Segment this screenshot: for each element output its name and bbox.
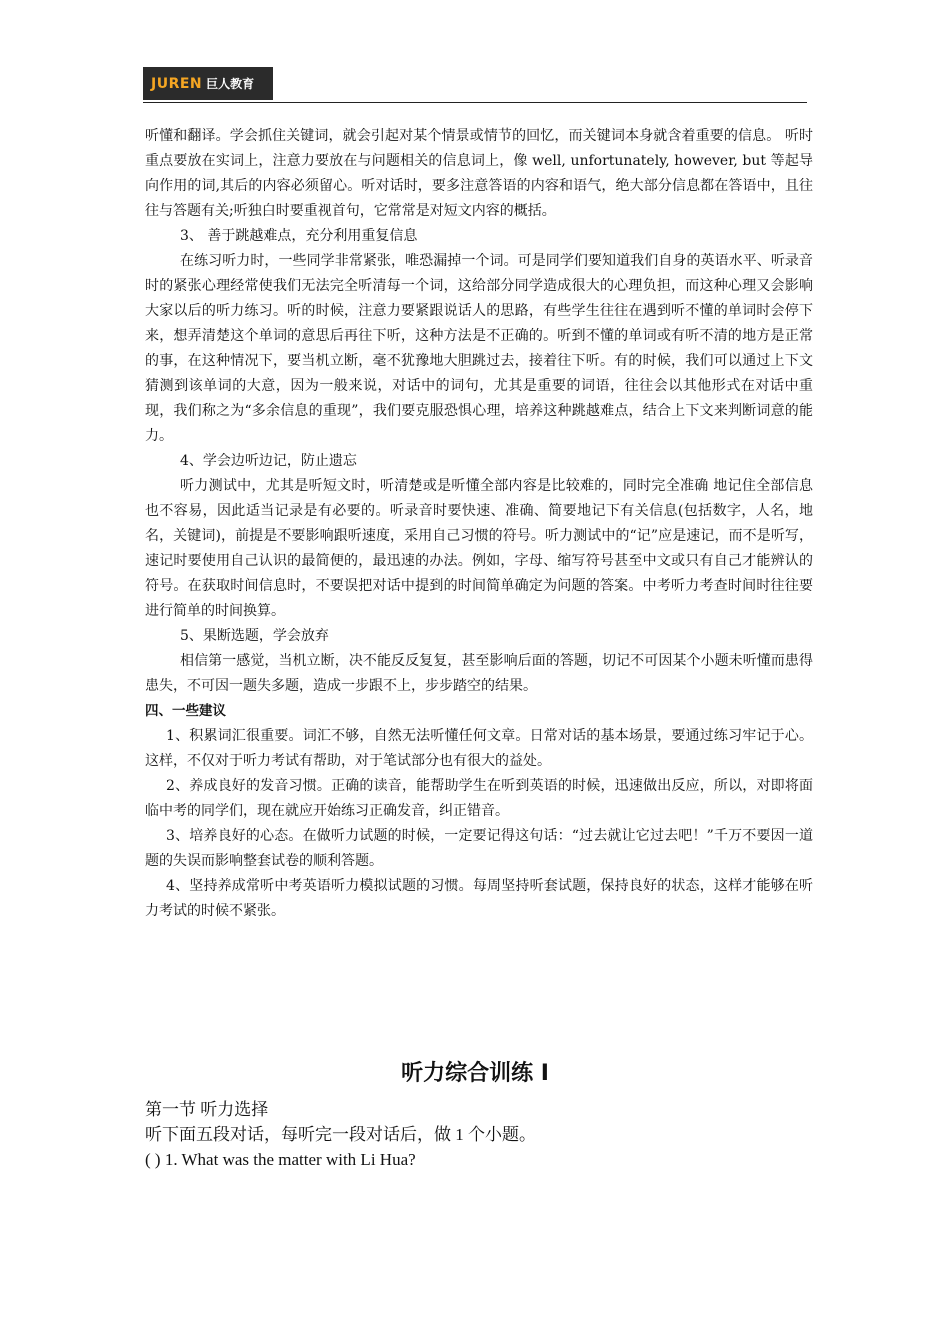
section-heading-suggestions: 四、一些建议 — [145, 703, 226, 719]
heading-tip-5: 5、果断选题，学会放弃 — [180, 628, 329, 644]
logo-brand: JUREN — [151, 75, 203, 92]
paragraph-tip-3: 在练习听力时，一些同学非常紧张，唯恐漏掉一个词。可是同学们要知道我们自身的英语水平、听录音时的紧张心理经常使我们无法完全听清每一个词，这给部分同学造成很大的心理负担，而这种心理又会影响大家以后的听力练习。听的时候，注意力要紧跟说话人的思路，有些学生往往在遇到听不懂的单词时会停下来，想弄清楚这个单词的意思后再往下听，这种方法是不正确的。听到不懂的单词或有听不清的地方是正常的事，在这种情况下，要当机立断，毫不犹豫地大胆跳过去，接着往下听。有的时候，我们可以通过上下文猜测到该单词的大意，因为一般来说，对话中的词句，尤其是重要的词语，往往会以其他形式在对话中重现，我们称之为“多余信息的重现”，我们要克服恐惧心理，培养这种跳越难点，结合上下文来判断词意的能力。 — [145, 253, 813, 444]
exercise-title: 听力综合训练 I — [401, 1061, 549, 1086]
heading-tip-4: 4、学会边听边记，防止遗忘 — [180, 453, 357, 469]
suggestion-1: 1、积累词汇很重要。词汇不够，自然无法听懂任何文章。日常对话的基本场景，要通过练习牢记于心。这样，不仅对于听力考试有帮助，对于笔试部分也有很大的益处。 — [145, 728, 813, 769]
exercise-instruction: 听下面五段对话，每听完一段对话后，做 1 个小题。 — [145, 1125, 536, 1144]
juren-logo — [143, 67, 273, 100]
suggestion-2: 2、养成良好的发音习惯。正确的读音，能帮助学生在听到英语的时候，迅速做出反应，所以，对即将面临中考的同学们，现在就应开始练习正确发音，纠正错音。 — [145, 778, 813, 819]
heading-tip-3: 3、 善于跳越难点，充分利用重复信息 — [180, 228, 418, 244]
suggestion-3: 3、培养良好的心态。在做听力试题的时候，一定要记得这句话：“过去就让它过去吧！”千万不要因一道题的失误而影响整套试卷的顺利答题。 — [145, 828, 813, 869]
logo-subtitle: 巨人教育 — [206, 77, 255, 91]
exercise-block — [145, 1097, 813, 1172]
suggestion-4: 4、坚持养成常听中考英语听力模拟试题的习惯。每周坚持听套试题，保持良好的状态，这样才能够在听力考试的时候不紧张。 — [145, 878, 813, 919]
exercise-section: 第一节 听力选择 — [145, 1100, 269, 1119]
question-1: ( ) 1. What was the matter with Li Hua? — [145, 1150, 416, 1169]
paragraph-keywords: 听懂和翻译。学会抓住关键词，就会引起对某个情景或情节的回忆，而关键词本身就含着重要的信息。 听时重点要放在实词上，注意力要放在与问题相关的信息词上，像 well, unfortunately, however, but 等起导向作用的词,其后的内容必须留心。听对话时，要多注意答语的内容和语气，绝大部分信息都在答语中，且往往与答题有关;听独白时要重视首句，它常常是对短文内容的概括。 — [145, 128, 813, 219]
header-divider — [143, 102, 807, 103]
paragraph-tip-4: 听力测试中，尤其是听短文时，听清楚或是听懂全部内容是比较难的，同时完全准确 地记住全部信息也不容易，因此适当记录是有必要的。听录音时要快速、准确、简要地记下有关信息(包括数字，人名，地名，关键词)，前提是不要影响跟听速度，采用自己习惯的符号。听力测试中的“记”应是速记，而不是听写，速记时要使用自己认识的最简便的，最迅速的办法。例如，字母、缩写符号甚至中文或只有自己才能辨认的符号。在获取时间信息时，不要误把对话中提到的时间简单确定为问题的答案。中考听力考查时间时往往要进行简单的时间换算。 — [145, 478, 813, 619]
body-text — [145, 124, 813, 924]
paragraph-tip-5: 相信第一感觉，当机立断，决不能反反复复，甚至影响后面的答题，切记不可因某个小题未听懂而患得患失，不可因一题失多题，造成一步跟不上，步步踏空的结果。 — [145, 653, 813, 694]
